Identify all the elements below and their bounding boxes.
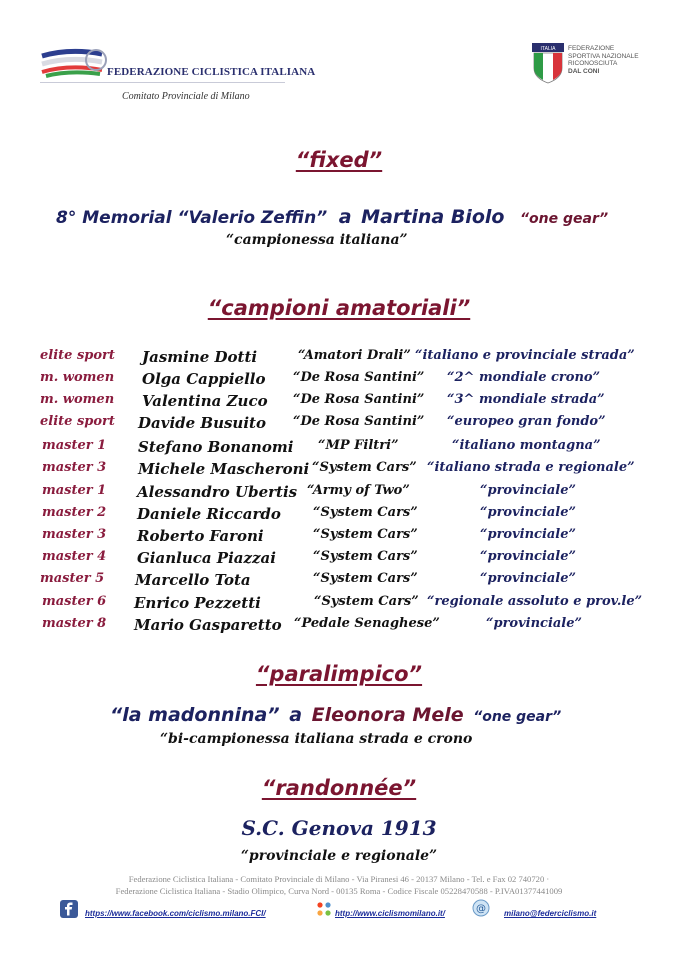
team: “Army of Two”: [307, 483, 410, 498]
title: “provinciale”: [480, 549, 576, 564]
randonnee-title: “provinciale e regionale”: [240, 848, 438, 864]
athlete-name: Roberto Faroni: [137, 527, 264, 545]
category: m. women: [40, 370, 115, 385]
randonnee-heading: [0, 776, 678, 800]
facebook-icon[interactable]: [60, 900, 78, 918]
coni-recognition-text: [568, 45, 639, 75]
coni-line: FEDERAZIONE: [568, 45, 615, 52]
team: “De Rosa Santini”: [293, 392, 425, 407]
org-name: FEDERAZIONE CICLISTICA ITALIANA: [107, 66, 316, 78]
table-row: [0, 370, 678, 392]
footer-address-2: Federazione Ciclistica Italiana - Stadio Olimpico, Curva Nord - 00135 Roma - Codice Fiscale 05228470588 - P.IVA01377441009: [115, 886, 563, 896]
athlete-name: Michele Mascheroni: [138, 460, 310, 478]
title: “regionale assoluto e prov.le”: [427, 594, 643, 609]
fixed-title: “campionessa italiana”: [226, 232, 408, 248]
team: “System Cars”: [312, 460, 417, 475]
team: “Amatori Drali”: [298, 348, 411, 363]
footer-address-1: Federazione Ciclistica Italiana - Comitato Provinciale di Milano - Via Piranesi 46 - 20137 Milano - Tel. e Fax 02 740720 ·: [128, 874, 550, 884]
title: “provinciale”: [480, 505, 576, 520]
team: “System Cars”: [314, 594, 419, 609]
table-row: [0, 414, 678, 436]
website-link[interactable]: http://www.ciclismomilano.it/: [335, 909, 445, 918]
table-row: [0, 505, 678, 527]
coni-line: DAL CONI: [568, 67, 600, 75]
paralimpico-tag: “one gear”: [473, 709, 562, 725]
title: “italiano strada e regionale”: [427, 460, 635, 475]
category: elite sport: [40, 348, 115, 363]
fixed-winner-name: Martina Biolo: [361, 206, 505, 228]
title: “provinciale”: [480, 483, 576, 498]
athlete-name: Jasmine Dotti: [142, 348, 258, 366]
paralimpico-heading-text: “paralimpico”: [255, 662, 423, 686]
category: master 3: [42, 460, 107, 475]
fixed-heading-text: “fixed”: [295, 148, 383, 172]
randonnee-heading-text: “randonnée”: [261, 776, 417, 800]
team: “MP Filtri”: [318, 438, 399, 453]
table-row: [0, 549, 678, 571]
coni-line: RICONOSCIUTA: [568, 60, 618, 68]
category: master 4: [42, 549, 107, 564]
athlete-name: Gianluca Piazzai: [137, 549, 276, 567]
title: “europeo gran fondo”: [447, 414, 606, 429]
paralimpico-connector: a: [289, 704, 303, 726]
team: “De Rosa Santini”: [293, 370, 425, 385]
coni-line: SPORTIVA NAZIONALE: [568, 52, 639, 60]
table-row: [0, 616, 678, 638]
team: “System Cars”: [313, 549, 418, 564]
athlete-name: Stefano Bonanomi: [138, 438, 294, 456]
header-divider: [40, 82, 285, 83]
fixed-tag: “one gear”: [520, 211, 609, 227]
title: “3^ mondiale strada”: [447, 392, 605, 407]
svg-text:@: @: [476, 903, 486, 915]
amatoriali-heading-text: “campioni amatoriali”: [207, 296, 471, 320]
athlete-name: Mario Gasparetto: [134, 616, 282, 634]
fci-logo: [40, 46, 110, 80]
paralimpico-heading: [0, 662, 678, 686]
table-row: [0, 483, 678, 505]
email-icon: [472, 899, 490, 917]
table-row: [0, 571, 678, 593]
category: master 5: [40, 571, 105, 586]
joomla-icon: [316, 901, 332, 917]
coni-badge-label: ITALIA: [540, 46, 556, 52]
category: master 6: [42, 594, 107, 609]
category: master 1: [42, 438, 107, 453]
category: master 1: [42, 483, 107, 498]
category: elite sport: [40, 414, 115, 429]
facebook-link[interactable]: https://www.facebook.com/ciclismo.milano.FCI/: [85, 909, 266, 918]
fixed-connector: a: [338, 206, 352, 228]
athlete-name: Alessandro Ubertis: [137, 483, 298, 501]
team: “System Cars”: [313, 505, 418, 520]
team: “System Cars”: [313, 527, 418, 542]
team: “De Rosa Santini”: [293, 414, 425, 429]
athlete-name: Enrico Pezzetti: [134, 594, 261, 612]
athlete-name: Daniele Riccardo: [137, 505, 281, 523]
team: “System Cars”: [313, 571, 418, 586]
table-row: [0, 392, 678, 414]
title: “italiano e provinciale strada”: [415, 348, 635, 363]
category: m. women: [40, 392, 115, 407]
athlete-name: Marcello Tota: [135, 571, 251, 589]
table-row: [0, 594, 678, 616]
memorial-name: 8° Memorial “Valerio Zeffin”: [56, 208, 328, 228]
table-row: [0, 348, 678, 370]
paralimpico-winner-line: [110, 704, 561, 726]
category: master 2: [42, 505, 107, 520]
amatoriali-heading: [0, 296, 678, 320]
fixed-winner-line: [56, 206, 608, 228]
title: “provinciale”: [480, 571, 576, 586]
coni-shield-logo: [531, 42, 565, 84]
org-subtitle: Comitato Provinciale di Milano: [122, 91, 250, 102]
table-row: [0, 438, 678, 460]
athlete-name: Olga Cappiello: [142, 370, 266, 388]
title: “2^ mondiale crono”: [447, 370, 601, 385]
table-row: [0, 460, 678, 482]
paralimpico-title: “bi-campionessa italiana strada e crono: [160, 731, 473, 747]
paralimpico-winner-name: Eleonora Mele: [311, 704, 464, 726]
team: “Pedale Senaghese”: [294, 616, 440, 631]
category: master 3: [42, 527, 107, 542]
title: “provinciale”: [480, 527, 576, 542]
title: “italiano montagna”: [452, 438, 601, 453]
email-link[interactable]: milano@federciclismo.it: [504, 909, 597, 918]
athlete-name: Davide Busuito: [138, 414, 266, 432]
title: “provinciale”: [486, 616, 582, 631]
table-row: [0, 527, 678, 549]
athlete-name: Valentina Zuco: [142, 392, 268, 410]
category: master 8: [42, 616, 107, 631]
fixed-heading: [0, 148, 678, 172]
paralimpico-team: “la madonnina”: [110, 704, 280, 726]
randonnee-club: S.C. Genova 1913: [241, 816, 437, 840]
